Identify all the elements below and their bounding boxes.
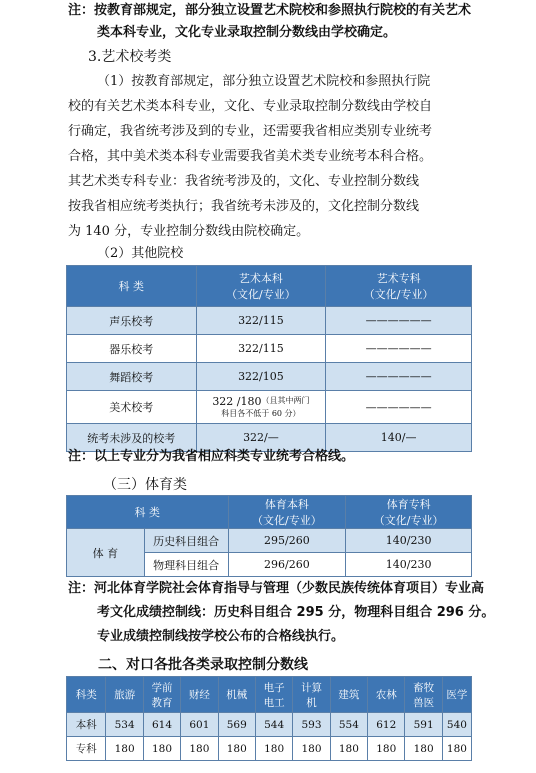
table-row: 物理科目组合 296/260 140/230 [67,553,472,577]
col-header: 畜牧 兽医 [405,677,442,713]
table1-note: 注：以上专业分为我省相应科类专业统考合格线。 [68,449,355,464]
section3-para-line: 行确定，我省统考涉及到的专业，还需要我省相应类别专业统考 [68,124,433,139]
table1-header-subject: 科 类 [67,266,197,307]
section3-heading: 3.艺术校考类 [88,49,172,65]
bk-note: 科目各不低于 60 分） [221,409,301,418]
section3-para-line: 合格，其中美术类本科专业需要我省美术类专业统考本科合格。 [68,149,433,164]
section3-para-line: （1）按教育部规定，部分独立设置艺术院校和参照执行院 [97,74,431,89]
sports-category: 体 育 [67,529,145,577]
sports-table [66,495,472,577]
section3-sub2: （2）其他院校 [97,246,184,261]
section3-para-line: 为 140 分，专业控制分数线由院校确定。 [68,224,310,239]
table-row: 声乐校考 322/115 —————— [67,307,472,335]
col-header: 农林 [368,677,405,713]
table-row: 器乐校考 322/115 —————— [67,335,472,363]
table-row: 专科 180 180 180 180 180 180 180 180 180 180 [67,737,472,761]
vocational-corner: 科类 [67,677,106,713]
col-header: 学前 教育 [143,677,180,713]
col-header: 财经 [181,677,218,713]
sports-note-line: 注：河北体育学院社会体育指导与管理（少数民族传统体育项目）专业高 [68,581,485,596]
sports-header-subject: 科 类 [67,496,229,529]
sports-header-zk: 体育专科 （文化/专业） [346,496,472,529]
col-header: 电子 电工 [255,677,292,713]
col-header: 建筑 [330,677,367,713]
sports-note-line: 考文化成绩控制线：历史科目组合 295 分，物理科目组合 296 分。 [97,605,495,620]
table-row: 体 育 历史科目组合 295/260 140/230 [67,529,472,553]
bk-note: （且其中两门 [261,396,310,405]
table-row: 本科 534 614 601 569 544 593 554 612 591 540 [67,713,472,737]
col-header: 计算 机 [293,677,330,713]
table1-header-zk: 艺术专科 （文化/专业） [326,266,472,307]
section3-para-line: 校的有关艺术类本科专业，文化、专业录取控制分数线由学校自 [68,99,433,114]
table-row: 美术校考 322 /180 （且其中两门 科目各不低于 60 分） —————— [67,391,472,424]
art-exam-table [66,265,472,452]
sports-heading: （三）体育类 [103,477,187,493]
sports-note-line: 专业成绩控制线按学校公布的合格线执行。 [97,629,345,644]
intro-note-line1: 注：按教育部规定，部分独立设置艺术院校和参照执行院校的有关艺术 [68,3,472,18]
col-header: 医学 [442,677,471,713]
vocational-table [66,676,472,761]
table1-header-bk: 艺术本科 （文化/专业） [196,266,326,307]
col-header: 机械 [218,677,255,713]
table-row: 统考未涉及的校考 322/— 140/— [67,424,472,452]
vocational-heading: 二、对口各批各类录取控制分数线 [98,657,308,673]
section3-para-line: 其艺术类专科专业：我省统考涉及的，文化、专业控制分数线 [68,174,420,189]
col-header: 旅游 [106,677,143,713]
section3-para-line: 按我省相应统考类执行；我省统考未涉及的，文化控制分数线 [68,199,420,214]
intro-note-line2: 类本科专业，文化专业录取控制分数线由学校确定。 [97,25,397,40]
sports-header-bk: 体育本科 （文化/专业） [228,496,346,529]
table-row: 舞蹈校考 322/105 —————— [67,363,472,391]
bk-main-value: 322 /180 [212,395,262,408]
